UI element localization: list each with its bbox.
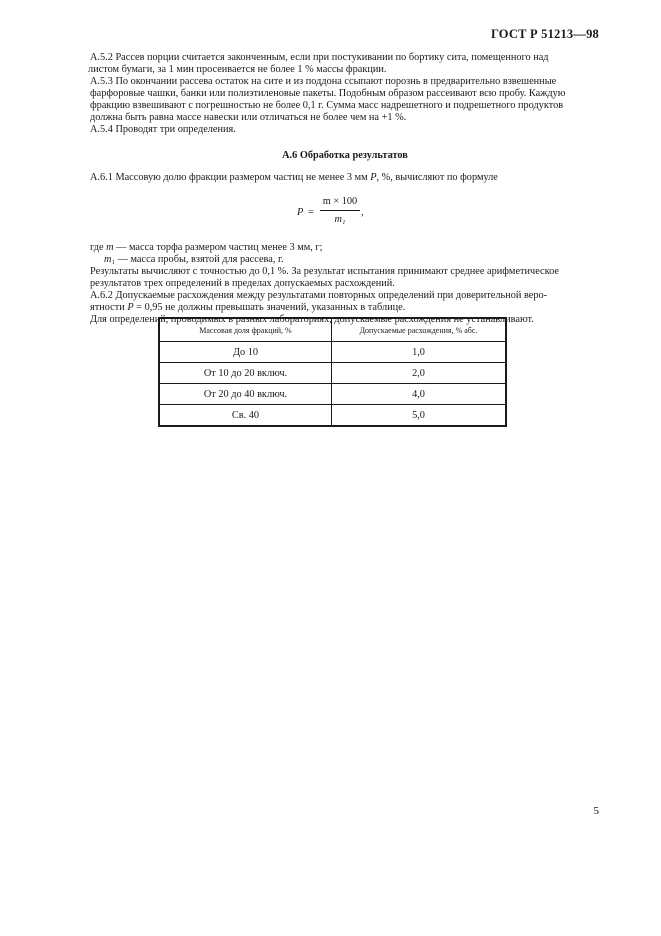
para-a52-line1: А.5.2 Рассев порции считается законченным, если при постукивании по бортику сита, помещенного над [90, 52, 549, 63]
formula-denominator: m₁ [334, 214, 346, 225]
body-text [90, 52, 600, 326]
para-a52-line2: листом бумаги, за 1 мин просеивается не более 1 % массы фракции. [88, 64, 387, 75]
results-line2: результатов трех определений в пределах допускаемых расхождений. [90, 278, 395, 289]
table-row [159, 342, 506, 363]
formula-lhs: P [297, 207, 304, 218]
formula-fraction [320, 196, 360, 226]
table-header-tolerance: Допускаемые расхождения, % абс. [332, 318, 507, 342]
section-title: А.6 Обработка результатов [282, 150, 408, 161]
table-header-fraction: Массовая доля фракций, % [159, 318, 332, 342]
para-a53-line1: А.5.3 По окончании рассева остаток на сите и из поддона ссыпают порознь в предварительно взвешенные [90, 76, 557, 87]
para-a61 [90, 172, 600, 184]
para-a62-line3: Для определений, проводимых в разных лабораториях, допускаемые расхождения не устанавливают. [90, 314, 534, 325]
where-text-m1: — масса пробы, взятой для рассева, г. [115, 254, 284, 265]
results-line1: Результаты вычисляют с точностью до 0,1 %. За результат испытания принимают среднее арифметическое [90, 266, 559, 277]
table-header-row [159, 318, 506, 342]
table-row [159, 384, 506, 405]
a62-text: = 0,95 не должны превышать значений, указанных в таблице. [133, 302, 406, 313]
formula-numerator: m × 100 [320, 196, 360, 211]
document-code: ГОСТ Р 51213—98 [490, 27, 599, 41]
table-cell-tolerance: 5,0 [332, 405, 507, 427]
table-cell-fraction: От 20 до 40 включ. [159, 384, 332, 405]
a61-text-before: А.6.1 Массовую долю фракции размером частиц не менее 3 мм [90, 172, 371, 183]
where-text-m: — масса торфа размером частиц менее 3 мм, г; [113, 242, 323, 253]
a61-text-after: , %, вычисляют по формуле [376, 172, 498, 183]
para-a53-line4: должна быть равна массе навески или отличаться не более чем на +1 %. [90, 112, 407, 123]
formula [90, 196, 600, 230]
where-var-m1: m₁ [104, 254, 116, 265]
a62-prefix: ятности [90, 302, 128, 313]
where-prefix: где [90, 242, 107, 253]
formula-trail: , [361, 207, 364, 218]
para-a62-line2 [90, 302, 600, 314]
table-cell-tolerance: 1,0 [332, 342, 507, 363]
table-row [159, 363, 506, 384]
table-cell-tolerance: 2,0 [332, 363, 507, 384]
table-row [159, 405, 506, 427]
formula-equals: = [308, 207, 314, 218]
table-cell-tolerance: 4,0 [332, 384, 507, 405]
tolerance-table [158, 317, 507, 427]
page-number: 5 [593, 805, 599, 817]
where-var-m: m [106, 242, 114, 253]
where-line2 [90, 254, 600, 266]
table-cell-fraction: Св. 40 [159, 405, 332, 427]
para-a53-line3: фракцию взвешивают с погрешностью не более 0,1 г. Сумма масс надрешетного и подрешетного продуктов [90, 100, 564, 111]
para-a62-line1: А.6.2 Допускаемые расхождения между результатами повторных определений при доверительной веро- [90, 290, 548, 301]
table-cell-fraction: От 10 до 20 включ. [159, 363, 332, 384]
where-line1 [90, 242, 600, 254]
para-a53-line2: фарфоровые чашки, банки или полиэтиленовые пакеты. Подобным образом рассеивают всю пробу. Каждую [90, 88, 566, 99]
table-cell-fraction: До 10 [159, 342, 332, 363]
a62-var-p: P [127, 302, 134, 313]
a61-var-p: P [370, 172, 377, 183]
para-a54: А.5.4 Проводят три определения. [90, 124, 236, 135]
